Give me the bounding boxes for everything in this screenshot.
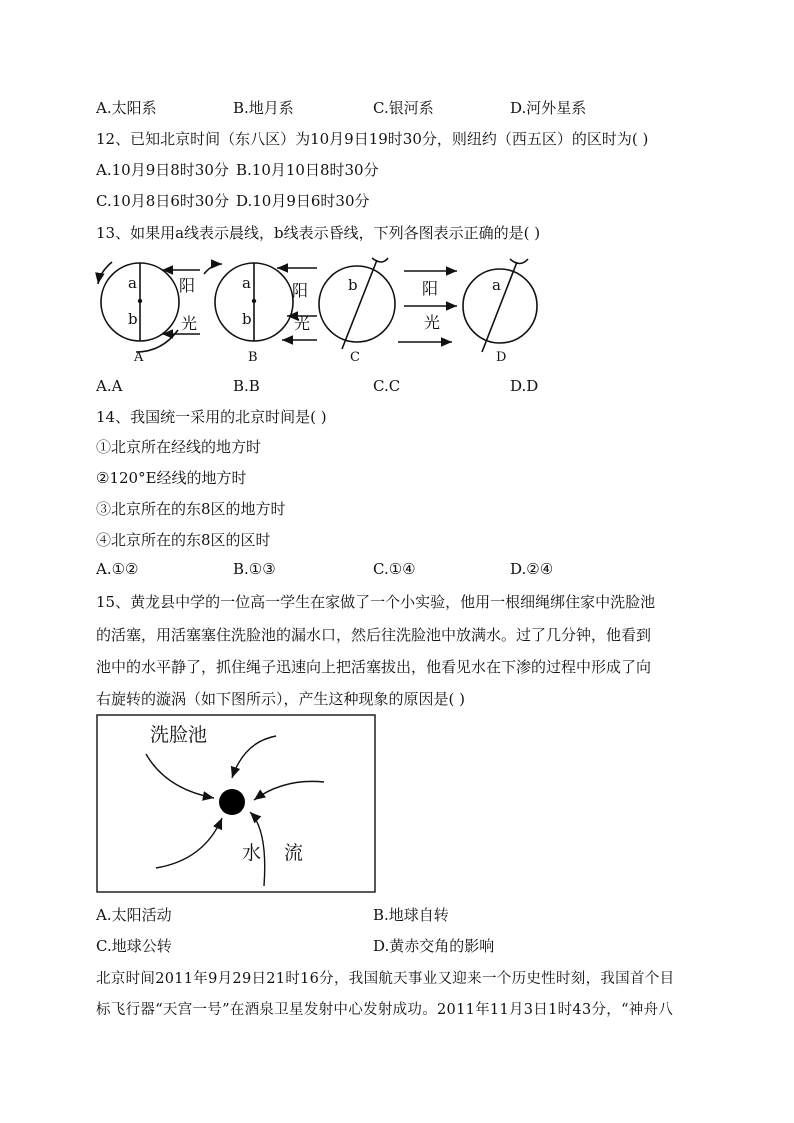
sun-label-2: 光	[181, 314, 198, 333]
q14-item-2: ②120°E经线的地方时	[96, 469, 247, 487]
circle-c-label-b: b	[348, 276, 358, 294]
q13-figure	[92, 254, 562, 364]
circle-b-rotation-arrow	[204, 264, 222, 274]
basin-label: 洗脸池	[150, 724, 208, 746]
circle-b-label-b: b	[242, 310, 252, 328]
q12-option-d: D.10月9日6时30分	[236, 192, 370, 210]
q14-option-c: C.①④	[373, 560, 416, 578]
circle-d-caption: D	[496, 350, 507, 364]
q12-stem: 12、已知北京时间（东八区）为10月9日19时30分，则纽约（西五区）的区时为( )	[96, 130, 649, 148]
circle-a-label-a: a	[128, 274, 137, 292]
circle-d-label-a: a	[492, 276, 501, 294]
sun-label-6: 光	[424, 313, 441, 332]
q11-option-d: D.河外星系	[510, 99, 587, 117]
q11-option-b: B.地月系	[233, 99, 294, 117]
circle-d-rotation-arc	[510, 259, 528, 264]
q11-option-a: A.太阳系	[96, 99, 157, 117]
q15-option-d: D.黄赤交角的影响	[373, 937, 495, 955]
q15-option-b: B.地球自转	[373, 906, 449, 924]
circle-b-caption: B	[248, 350, 258, 364]
q13-option-d: D.D	[510, 377, 539, 395]
q13-option-a: A.A	[96, 377, 123, 395]
q14-option-b: B.①③	[233, 560, 276, 578]
q15-figure	[96, 714, 377, 894]
q15-stem-line-4: 右旋转的漩涡（如下图所示），产生这种现象的原因是( )	[96, 690, 465, 708]
q14-item-4: ④北京所在的东8区的区时	[96, 531, 271, 549]
circle-c-caption: C	[350, 350, 360, 364]
water-flow-arrow-2	[232, 736, 276, 778]
q14-option-a: A.①②	[96, 560, 139, 578]
q13-option-c: C.C	[373, 377, 401, 395]
q14-stem: 14、我国统一采用的北京时间是( )	[96, 408, 327, 426]
q12-option-b: B.10月10日8时30分	[236, 161, 379, 179]
circle-c-rotation-arc	[372, 258, 388, 262]
circle-a-caption: A	[134, 350, 144, 364]
water-flow-arrow-3	[254, 781, 324, 800]
circle-b-label-a: a	[242, 274, 251, 292]
q13-option-b: B.B	[233, 377, 260, 395]
water-flow-arrow-5	[156, 818, 222, 868]
q15-option-c: C.地球公转	[96, 937, 172, 955]
q11-option-c: C.银河系	[373, 99, 434, 117]
circle-a-label-b: b	[128, 310, 138, 328]
q12-option-a: A.10月9日8时30分	[96, 161, 229, 179]
q14-option-d: D.②④	[510, 560, 554, 578]
flow-label: 流	[284, 842, 304, 864]
sun-label-5: 阳	[422, 279, 439, 298]
water-flow-arrow-1	[146, 754, 214, 798]
q12-option-c: C.10月8日6时30分	[96, 192, 229, 210]
sun-label-1: 阳	[179, 276, 196, 295]
q15-stem-line-2: 的活塞，用活塞塞住洗脸池的漏水口，然后往洗脸池中放满水。过了几分钟，他看到	[96, 626, 652, 644]
circle-c-terminator	[342, 260, 377, 349]
q15-stem-line-1: 15、黄龙县中学的一位高一学生在家做了一个小实验，他用一根细绳绑住家中洗脸池	[96, 593, 656, 611]
sun-label-3: 阳	[292, 281, 309, 300]
sun-label-4: 光	[294, 314, 311, 333]
q13-stem: 13、如果用a线表示晨线，b线表示昏线，下列各图表示正确的是( )	[96, 224, 541, 242]
water-label: 水	[242, 842, 262, 864]
drain-hole	[219, 789, 245, 815]
q15-stem-line-3: 池中的水平静了，抓住绳子迅速向上把活塞拔出，他看见水在下渗的过程中形成了向	[96, 658, 652, 676]
circle-a-rotation-arrow	[98, 262, 112, 284]
q15-option-a: A.太阳活动	[96, 906, 172, 924]
q14-item-1: ①北京所在经线的地方时	[96, 438, 262, 456]
passage-line-1: 北京时间2011年9月29日21时16分，我国航天事业又迎来一个历史性时刻，我国首个目	[96, 971, 675, 987]
q14-item-3: ③北京所在的东8区的地方时	[96, 500, 286, 518]
passage-line-2: 标飞行器“天宫一号”在酒泉卫星发射中心发射成功。2011年11月3日1时43分，“神舟八	[96, 1002, 674, 1018]
